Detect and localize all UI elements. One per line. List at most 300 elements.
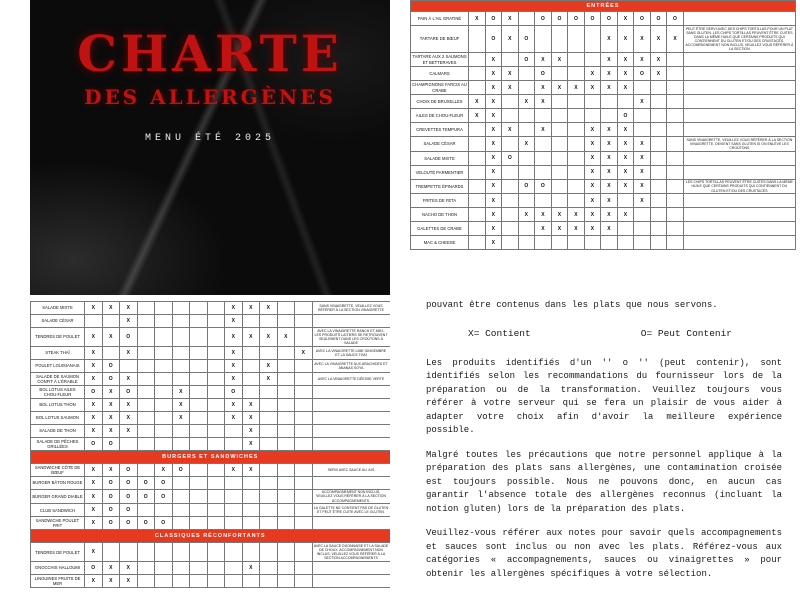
dish-row xyxy=(31,372,391,385)
contains-mark: X xyxy=(584,194,601,208)
contains-mark: X xyxy=(120,315,138,328)
empty-mark-cell xyxy=(190,302,208,315)
empty-mark-cell xyxy=(225,517,243,530)
empty-mark-cell xyxy=(518,123,535,137)
empty-mark-cell xyxy=(667,208,684,222)
empty-mark-cell xyxy=(518,81,535,95)
empty-mark-cell xyxy=(137,315,155,328)
empty-mark-cell xyxy=(277,385,295,398)
empty-mark-cell xyxy=(277,489,295,504)
contains-mark: X xyxy=(485,123,502,137)
empty-mark-cell xyxy=(172,543,190,562)
contains-mark: X xyxy=(502,26,519,53)
dish-note: SERVI AVEC SAUCE AU JUS xyxy=(312,463,390,476)
empty-mark-cell xyxy=(667,67,684,81)
empty-mark-cell xyxy=(667,194,684,208)
empty-mark-cell xyxy=(277,302,295,315)
contains-mark: X xyxy=(601,67,618,81)
empty-mark-cell xyxy=(601,236,618,250)
empty-mark-cell xyxy=(102,346,120,359)
empty-mark-cell xyxy=(172,504,190,517)
contains-mark: X xyxy=(485,151,502,165)
empty-mark-cell xyxy=(242,543,260,562)
dish-row xyxy=(411,222,796,236)
contains-mark: X xyxy=(225,372,243,385)
empty-mark-cell xyxy=(667,123,684,137)
empty-mark-cell xyxy=(568,123,585,137)
empty-mark-cell xyxy=(650,179,667,194)
continuation-allergen-table xyxy=(30,301,390,588)
dish-note: PEUT ÊTRE SERVI AVEC DES CHIPS TORTILLAS POUR UN PLAT SANS GLUTEN. LES CHIPS TORTILLAS PEUVENT ÊTRE CUITES DANS LA MÊME HUILE QUE CERTAINS PRODUITS QUI CONTIENNENT DU GLUTEN ET/OU DES CRUSTACÉS. ACCOMPAGNEMENT NON INCLUS, VEUILLEZ VOUS RÉFÉRER À LA SECTION xyxy=(683,26,795,53)
empty-mark-cell xyxy=(469,67,486,81)
dish-note xyxy=(312,437,390,450)
dish-note xyxy=(312,398,390,411)
dish-row xyxy=(31,302,391,315)
dish-name: NACHO DE THON xyxy=(411,208,469,222)
dish-name: TREMPETTE ÉPINARDS xyxy=(411,179,469,194)
contains-mark: X xyxy=(120,424,138,437)
may-contain-mark: O xyxy=(120,385,138,398)
contains-mark: X xyxy=(469,109,486,123)
contains-mark: X xyxy=(502,123,519,137)
empty-mark-cell xyxy=(260,437,278,450)
contains-mark: X xyxy=(518,137,535,152)
contains-mark: X xyxy=(260,359,278,372)
contains-mark: X xyxy=(485,95,502,109)
empty-mark-cell xyxy=(650,222,667,236)
empty-mark-cell xyxy=(568,53,585,67)
empty-mark-cell xyxy=(172,489,190,504)
empty-mark-cell xyxy=(172,476,190,489)
may-contain-mark: O xyxy=(102,437,120,450)
empty-mark-cell xyxy=(634,208,651,222)
empty-mark-cell xyxy=(277,359,295,372)
contains-mark: X xyxy=(617,151,634,165)
contains-mark: X xyxy=(485,236,502,250)
empty-mark-cell xyxy=(551,151,568,165)
empty-mark-cell xyxy=(295,476,313,489)
contains-mark: X xyxy=(260,372,278,385)
empty-mark-cell xyxy=(634,109,651,123)
contains-mark: X xyxy=(551,53,568,67)
contains-mark: X xyxy=(102,562,120,575)
contains-mark: X xyxy=(634,53,651,67)
contains-mark: X xyxy=(518,208,535,222)
dish-note: LA GALETTE NE CONTIENT PAS DE GLUTEN ET PEUT ÊTRE CUITE AVEC LE GLUTEN. xyxy=(312,504,390,517)
contains-mark: X xyxy=(617,53,634,67)
contains-mark: X xyxy=(102,575,120,588)
empty-mark-cell xyxy=(172,302,190,315)
empty-mark-cell xyxy=(260,543,278,562)
section-header-row xyxy=(31,450,391,463)
empty-mark-cell xyxy=(277,437,295,450)
contains-mark: X xyxy=(225,302,243,315)
may-contain-mark: O xyxy=(172,463,190,476)
dish-name: GNOCCHIS HALLOUMI xyxy=(31,562,85,575)
contains-mark: X xyxy=(85,302,103,315)
contains-mark: X xyxy=(225,328,243,347)
empty-mark-cell xyxy=(207,543,225,562)
empty-mark-cell xyxy=(207,385,225,398)
dish-row xyxy=(411,95,796,109)
dish-name: SALADE DE SAUMON CONFIT À L'ÉRABLE xyxy=(31,372,85,385)
contains-mark: X xyxy=(469,12,486,26)
empty-mark-cell xyxy=(277,504,295,517)
dish-note xyxy=(683,165,795,179)
contains-mark: X xyxy=(242,398,260,411)
contains-mark: X xyxy=(584,137,601,152)
empty-mark-cell xyxy=(225,437,243,450)
empty-mark-cell xyxy=(137,504,155,517)
empty-mark-cell xyxy=(295,372,313,385)
empty-mark-cell xyxy=(277,575,295,588)
dish-note xyxy=(312,424,390,437)
empty-mark-cell xyxy=(295,424,313,437)
contains-mark: X xyxy=(617,81,634,95)
dish-note xyxy=(683,123,795,137)
contains-mark: X xyxy=(85,504,103,517)
dish-note xyxy=(312,385,390,398)
entrees-allergen-table xyxy=(410,0,796,250)
empty-mark-cell xyxy=(190,424,208,437)
section-header-row xyxy=(31,530,391,543)
empty-mark-cell xyxy=(535,26,552,53)
empty-mark-cell xyxy=(260,463,278,476)
empty-mark-cell xyxy=(137,302,155,315)
contains-mark: X xyxy=(120,398,138,411)
contains-mark: X xyxy=(85,575,103,588)
dish-name: PAIN À L'AIL GRATINÉ xyxy=(411,12,469,26)
dish-row xyxy=(411,123,796,137)
empty-mark-cell xyxy=(469,137,486,152)
may-contain-mark: O xyxy=(102,517,120,530)
contains-mark: X xyxy=(634,26,651,53)
dish-name: SALADE DE THON xyxy=(31,424,85,437)
dish-note xyxy=(312,315,390,328)
empty-mark-cell xyxy=(190,517,208,530)
empty-mark-cell xyxy=(137,463,155,476)
may-contain-mark: O xyxy=(485,26,502,53)
dish-name: BOL LOTUS THON xyxy=(31,398,85,411)
empty-mark-cell xyxy=(137,424,155,437)
dish-name: BOL LOTUS SAUMON xyxy=(31,411,85,424)
empty-mark-cell xyxy=(242,372,260,385)
may-contain-mark: O xyxy=(634,67,651,81)
dish-row xyxy=(411,53,796,67)
empty-mark-cell xyxy=(502,194,519,208)
empty-mark-cell xyxy=(172,575,190,588)
contains-mark: X xyxy=(485,137,502,152)
empty-mark-cell xyxy=(277,372,295,385)
info-page xyxy=(410,296,796,600)
empty-mark-cell xyxy=(155,328,173,347)
continuation-page xyxy=(30,301,390,600)
dish-row xyxy=(31,543,391,562)
empty-mark-cell xyxy=(469,222,486,236)
empty-mark-cell xyxy=(155,398,173,411)
contains-mark: X xyxy=(568,222,585,236)
empty-mark-cell xyxy=(650,151,667,165)
dish-row xyxy=(411,81,796,95)
empty-mark-cell xyxy=(650,123,667,137)
empty-mark-cell xyxy=(551,123,568,137)
dish-name: GALETTES DE CRABE xyxy=(411,222,469,236)
empty-mark-cell xyxy=(469,26,486,53)
empty-mark-cell xyxy=(551,194,568,208)
empty-mark-cell xyxy=(667,179,684,194)
empty-mark-cell xyxy=(242,489,260,504)
may-contain-mark: O xyxy=(155,489,173,504)
may-contain-mark: O xyxy=(85,385,103,398)
contains-mark: X xyxy=(102,463,120,476)
contains-mark: X xyxy=(85,424,103,437)
empty-mark-cell xyxy=(137,437,155,450)
dish-row xyxy=(411,109,796,123)
empty-mark-cell xyxy=(568,179,585,194)
empty-mark-cell xyxy=(207,437,225,450)
dish-name: CALMARS xyxy=(411,67,469,81)
empty-mark-cell xyxy=(634,81,651,95)
dish-note: AVEC LA VINAIGRETTE AUX ARACHIDES ET ANANAS SOYA xyxy=(312,359,390,372)
empty-mark-cell xyxy=(551,67,568,81)
empty-mark-cell xyxy=(568,67,585,81)
may-contain-mark: O xyxy=(518,179,535,194)
may-contain-mark: O xyxy=(650,12,667,26)
empty-mark-cell xyxy=(277,398,295,411)
empty-mark-cell xyxy=(207,315,225,328)
empty-mark-cell xyxy=(207,398,225,411)
may-contain-mark: O xyxy=(518,26,535,53)
dish-name: CREVETTES TEMPURA xyxy=(411,123,469,137)
dish-name: TENDRES DE POULET xyxy=(31,543,85,562)
contains-mark: X xyxy=(584,208,601,222)
empty-mark-cell xyxy=(277,411,295,424)
dish-name: SALADE DE PÊCHES GRILLÉES xyxy=(31,437,85,450)
contains-mark: X xyxy=(601,123,618,137)
empty-mark-cell xyxy=(172,517,190,530)
may-contain-mark: O xyxy=(137,489,155,504)
empty-mark-cell xyxy=(502,208,519,222)
dish-note: ACCOMPAGNEMENT NON INCLUS, VEUILLEZ VOUS RÉFÉRER À LA SECTION ACCOMPAGNEMENTS. xyxy=(312,489,390,504)
empty-mark-cell xyxy=(190,328,208,347)
contains-mark: X xyxy=(172,398,190,411)
contains-mark: X xyxy=(617,165,634,179)
empty-mark-cell xyxy=(551,179,568,194)
section-header-row xyxy=(411,1,796,12)
empty-mark-cell xyxy=(551,95,568,109)
empty-mark-cell xyxy=(568,165,585,179)
contains-mark: X xyxy=(102,302,120,315)
empty-mark-cell xyxy=(518,236,535,250)
contains-mark: X xyxy=(667,26,684,53)
empty-mark-cell xyxy=(155,575,173,588)
contains-mark: X xyxy=(601,179,618,194)
empty-mark-cell xyxy=(634,123,651,137)
empty-mark-cell xyxy=(502,236,519,250)
empty-mark-cell xyxy=(295,562,313,575)
empty-mark-cell xyxy=(277,476,295,489)
empty-mark-cell xyxy=(667,165,684,179)
dish-row xyxy=(411,236,796,250)
dish-name: SALADE CÉSAR xyxy=(411,137,469,152)
empty-mark-cell xyxy=(242,359,260,372)
contains-mark: X xyxy=(85,359,103,372)
contains-mark: X xyxy=(102,385,120,398)
contains-mark: X xyxy=(120,562,138,575)
empty-mark-cell xyxy=(469,208,486,222)
entrees-table-body xyxy=(411,12,796,250)
cover-menu-label: MENU ÉTÉ 2025 xyxy=(144,132,275,144)
empty-mark-cell xyxy=(190,562,208,575)
contains-mark: X xyxy=(568,208,585,222)
dish-note xyxy=(312,575,390,588)
empty-mark-cell xyxy=(155,562,173,575)
empty-mark-cell xyxy=(242,346,260,359)
contains-mark: X xyxy=(601,165,618,179)
intro-paragraph-tail: pouvant être contenus dans les plats que nous servons. xyxy=(426,300,718,310)
dish-name: SANDWICHE POULET FRIT xyxy=(31,517,85,530)
may-contain-mark: O xyxy=(120,463,138,476)
empty-mark-cell xyxy=(601,109,618,123)
may-contain-mark: O xyxy=(120,489,138,504)
empty-mark-cell xyxy=(568,95,585,109)
empty-mark-cell xyxy=(172,562,190,575)
empty-mark-cell xyxy=(584,26,601,53)
empty-mark-cell xyxy=(155,346,173,359)
empty-mark-cell xyxy=(260,562,278,575)
empty-mark-cell xyxy=(535,236,552,250)
empty-mark-cell xyxy=(295,411,313,424)
empty-mark-cell xyxy=(518,12,535,26)
empty-mark-cell xyxy=(190,346,208,359)
dish-name: TARTARE DE BŒUF xyxy=(411,26,469,53)
may-contain-mark: O xyxy=(601,12,618,26)
empty-mark-cell xyxy=(260,504,278,517)
contains-mark: X xyxy=(102,424,120,437)
empty-mark-cell xyxy=(295,398,313,411)
may-contain-mark: O xyxy=(551,12,568,26)
empty-mark-cell xyxy=(207,562,225,575)
empty-mark-cell xyxy=(225,424,243,437)
empty-mark-cell xyxy=(190,372,208,385)
empty-mark-cell xyxy=(650,236,667,250)
empty-mark-cell xyxy=(137,575,155,588)
dish-name: MAC & CHEESE xyxy=(411,236,469,250)
contains-mark: X xyxy=(102,328,120,347)
may-contain-mark: O xyxy=(85,437,103,450)
empty-mark-cell xyxy=(469,194,486,208)
contains-mark: X xyxy=(485,165,502,179)
empty-mark-cell xyxy=(667,53,684,67)
empty-mark-cell xyxy=(102,543,120,562)
contains-mark: X xyxy=(172,411,190,424)
contains-mark: X xyxy=(617,12,634,26)
contains-mark: X xyxy=(260,302,278,315)
empty-mark-cell xyxy=(155,437,173,450)
empty-mark-cell xyxy=(207,424,225,437)
contains-mark: X xyxy=(584,151,601,165)
empty-mark-cell xyxy=(207,328,225,347)
empty-mark-cell xyxy=(155,543,173,562)
empty-mark-cell xyxy=(102,315,120,328)
empty-mark-cell xyxy=(242,476,260,489)
dish-name: TARTARE AUX 2 SAUMONS ET BETTERAVES xyxy=(412,54,467,65)
empty-mark-cell xyxy=(190,543,208,562)
empty-mark-cell xyxy=(295,504,313,517)
contains-mark: X xyxy=(634,179,651,194)
empty-mark-cell xyxy=(277,346,295,359)
empty-mark-cell xyxy=(207,346,225,359)
empty-mark-cell xyxy=(295,359,313,372)
contains-mark: X xyxy=(242,302,260,315)
dish-note xyxy=(312,562,390,575)
dish-row xyxy=(411,12,796,26)
empty-mark-cell xyxy=(535,137,552,152)
contains-mark: X xyxy=(601,208,618,222)
empty-mark-cell xyxy=(190,504,208,517)
section-header: BURGERS ET SANDWICHES xyxy=(31,450,391,463)
empty-mark-cell xyxy=(242,315,260,328)
contains-mark: X xyxy=(601,222,618,236)
dish-name: BURGER BÂTON ROUGE xyxy=(31,476,85,489)
contains-mark: X xyxy=(485,53,502,67)
contains-mark: X xyxy=(601,53,618,67)
empty-mark-cell xyxy=(260,424,278,437)
empty-mark-cell xyxy=(469,236,486,250)
empty-mark-cell xyxy=(277,517,295,530)
may-contain-mark: O xyxy=(155,517,173,530)
contains-mark: X xyxy=(120,372,138,385)
contains-mark: X xyxy=(225,398,243,411)
section-header: CLASSIQUES RÉCONFORTANTS xyxy=(31,530,391,543)
cover-page xyxy=(30,0,390,295)
empty-mark-cell xyxy=(634,236,651,250)
empty-mark-cell xyxy=(650,194,667,208)
empty-mark-cell xyxy=(172,359,190,372)
empty-mark-cell xyxy=(667,151,684,165)
empty-mark-cell xyxy=(260,346,278,359)
empty-mark-cell xyxy=(137,562,155,575)
dish-row xyxy=(31,489,391,504)
dish-name: BURGER GRAND DIABLE xyxy=(31,489,85,504)
empty-mark-cell xyxy=(190,463,208,476)
empty-mark-cell xyxy=(295,575,313,588)
empty-mark-cell xyxy=(137,372,155,385)
contains-mark: X xyxy=(485,67,502,81)
empty-mark-cell xyxy=(650,137,667,152)
empty-mark-cell xyxy=(295,328,313,347)
empty-mark-cell xyxy=(207,411,225,424)
empty-mark-cell xyxy=(260,411,278,424)
empty-mark-cell xyxy=(650,165,667,179)
contains-mark: X xyxy=(260,328,278,347)
empty-mark-cell xyxy=(242,385,260,398)
empty-mark-cell xyxy=(260,489,278,504)
empty-mark-cell xyxy=(172,315,190,328)
contains-mark: X xyxy=(617,137,634,152)
contains-mark: X xyxy=(535,208,552,222)
empty-mark-cell xyxy=(172,437,190,450)
empty-mark-cell xyxy=(551,236,568,250)
empty-mark-cell xyxy=(518,109,535,123)
empty-mark-cell xyxy=(225,489,243,504)
may-contain-mark: O xyxy=(85,562,103,575)
empty-mark-cell xyxy=(85,315,103,328)
dish-row xyxy=(31,476,391,489)
empty-mark-cell xyxy=(155,424,173,437)
contains-mark: X xyxy=(120,575,138,588)
may-contain-mark: O xyxy=(667,12,684,26)
